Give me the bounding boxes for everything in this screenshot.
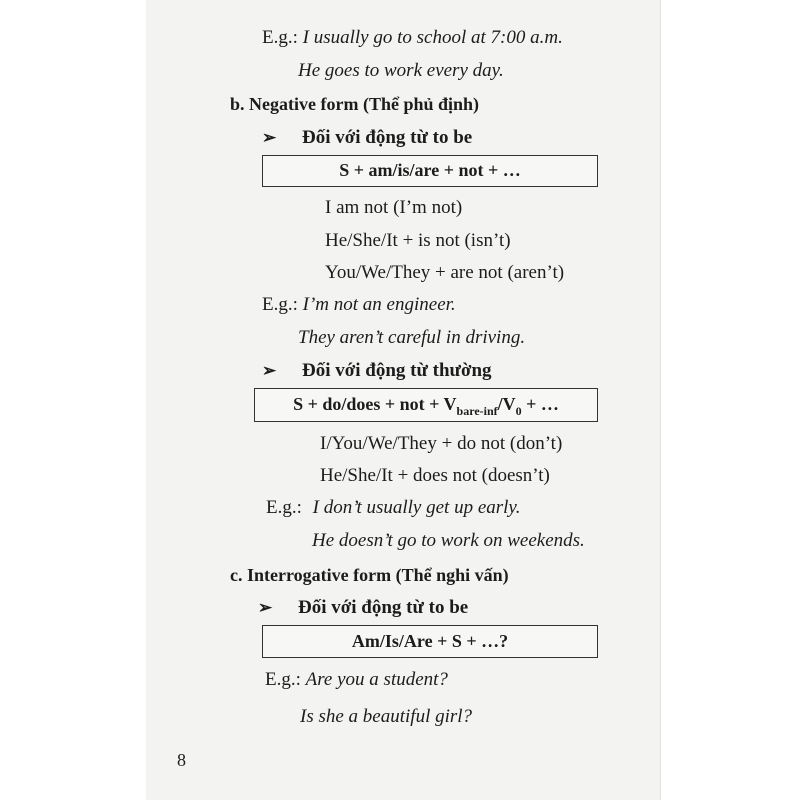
- example-sentence: He doesn’t go to work on weekends.: [312, 530, 585, 551]
- page-number: 8: [177, 750, 186, 770]
- formula-box-tobe-negative: [262, 155, 598, 187]
- form-line: I/You/We/They + do not (don’t): [320, 433, 563, 454]
- formula-text: Am/Is/Are + S + …?: [351, 631, 509, 651]
- arrow-bullet-icon: ➢: [262, 361, 277, 380]
- arrow-bullet-icon: ➢: [262, 128, 277, 147]
- form-line: He/She/It + is not (isn’t): [325, 230, 511, 251]
- arrow-bullet-icon: ➢: [258, 598, 273, 617]
- form-line: He/She/It + does not (doesn’t): [320, 465, 550, 486]
- eg-label: E.g.:: [265, 669, 301, 690]
- formula-text: S + do/does + not + $V_{bare-inf}/V_0$ + …: [293, 394, 559, 418]
- example-sentence: Is she a beautiful girl?: [300, 706, 473, 727]
- example-line: [265, 668, 448, 692]
- example-sentence: I don’t usually get up early.: [312, 497, 521, 518]
- tobe-heading-c: [258, 596, 468, 620]
- section-c-title: c. Interrogative form (Thể nghi vấn): [230, 565, 509, 585]
- example-sentence: He goes to work every day.: [298, 60, 504, 81]
- formula-box-verb-negative: [254, 388, 598, 422]
- example-sentence: They aren’t careful in driving.: [298, 327, 526, 348]
- eg-label: E.g.:: [262, 27, 298, 48]
- section-b-title: b. Negative form (Thể phủ định): [230, 94, 480, 114]
- example-line: [266, 496, 521, 520]
- formula-box-tobe-question: [262, 625, 598, 658]
- example-sentence: I’m not an engineer.: [302, 294, 456, 315]
- formula-text: S + am/is/are + not + …: [339, 160, 521, 180]
- example-line-1: [262, 26, 563, 50]
- verb-heading-b: [262, 359, 492, 383]
- example-line: [262, 293, 456, 317]
- tobe-heading-b: [262, 126, 472, 150]
- verb-heading-label: Đối với động từ thường: [302, 360, 492, 381]
- form-line: I am not (I’m not): [325, 197, 463, 218]
- example-sentence: Are you a student?: [305, 669, 448, 690]
- example-sentence: I usually go to school at 7:00 a.m.: [302, 27, 563, 48]
- form-line: You/We/They + are not (aren’t): [325, 262, 565, 283]
- tobe-heading-label: Đối với động từ to be: [302, 127, 473, 148]
- eg-label: E.g.:: [266, 497, 302, 518]
- tobe-heading-label: Đối với động từ to be: [298, 597, 469, 618]
- eg-label: E.g.:: [262, 294, 298, 315]
